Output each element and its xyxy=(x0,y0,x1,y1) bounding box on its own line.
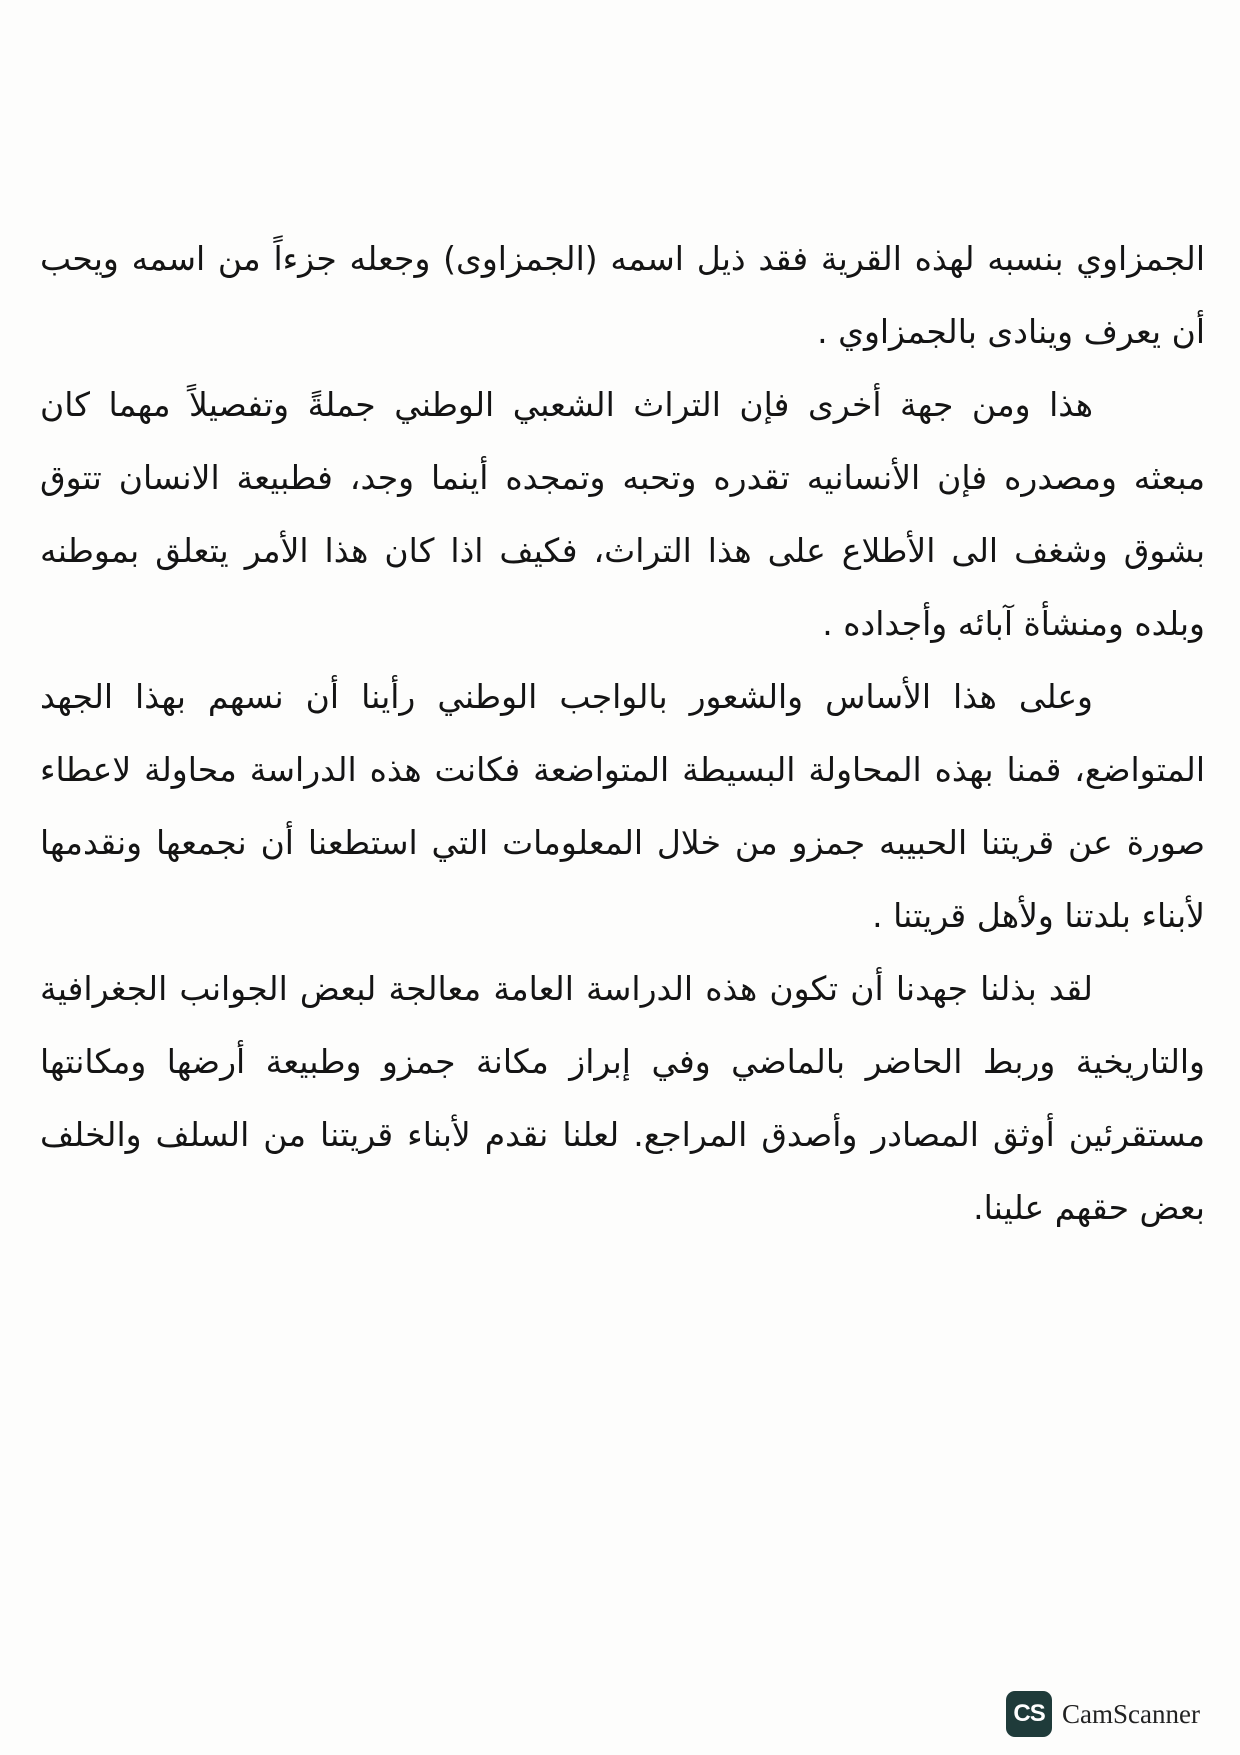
text-line: وعلى هذا الأساس والشعور بالواجب الوطني رأينا أن نسهم بهذا الجهد xyxy=(40,677,1093,716)
camscanner-watermark xyxy=(1006,1691,1200,1737)
text-line: مستقرئين أوثق المصادر وأصدق المراجع. لعلنا نقدم لأبناء قريتنا من السلف والخلف xyxy=(40,1115,1205,1154)
text-line: لأبناء بلدتنا ولأهل قريتنا . xyxy=(872,896,1205,935)
text-line: هذا ومن جهة أخرى فإن التراث الشعبي الوطني جملةً وتفصيلاً مهما كان xyxy=(40,385,1093,424)
text-line: وبلده ومنشأة آبائه وأجداده . xyxy=(822,604,1205,643)
body-text xyxy=(40,222,1205,1244)
text-line: الجمزاوي بنسبه لهذه القرية فقد ذيل اسمه (الجمزاوى) وجعله جزءاً من اسمه ويحب xyxy=(40,239,1205,278)
camscanner-name: CamScanner xyxy=(1062,1698,1200,1729)
text-line: بعض حقهم علينا. xyxy=(973,1188,1205,1227)
camscanner-logo-icon: CS xyxy=(1006,1691,1052,1737)
text-line: صورة عن قريتنا الحبيبه جمزو من خلال المعلومات التي استطعنا أن نجمعها ونقدمها xyxy=(40,823,1205,862)
text-line: لقد بذلنا جهدنا أن تكون هذه الدراسة العامة معالجة لبعض الجوانب الجغرافية xyxy=(40,969,1093,1008)
text-line: بشوق وشغف الى الأطلاع على هذا التراث، فكيف اذا كان هذا الأمر يتعلق بموطنه xyxy=(40,531,1205,570)
text-line: أن يعرف وينادى بالجمزاوي . xyxy=(817,312,1205,351)
text-line: المتواضع، قمنا بهذه المحاولة البسيطة المتواضعة فكانت هذه الدراسة محاولة لاعطاء xyxy=(40,750,1205,789)
text-line: والتاريخية وربط الحاضر بالماضي وفي إبراز مكانة جمزو وطبيعة أرضها ومكانتها xyxy=(40,1042,1205,1081)
text-line: مبعثه ومصدره فإن الأنسانيه تقدره وتحبه وتمجده أينما وجد، فطبيعة الانسان تتوق xyxy=(40,458,1205,497)
